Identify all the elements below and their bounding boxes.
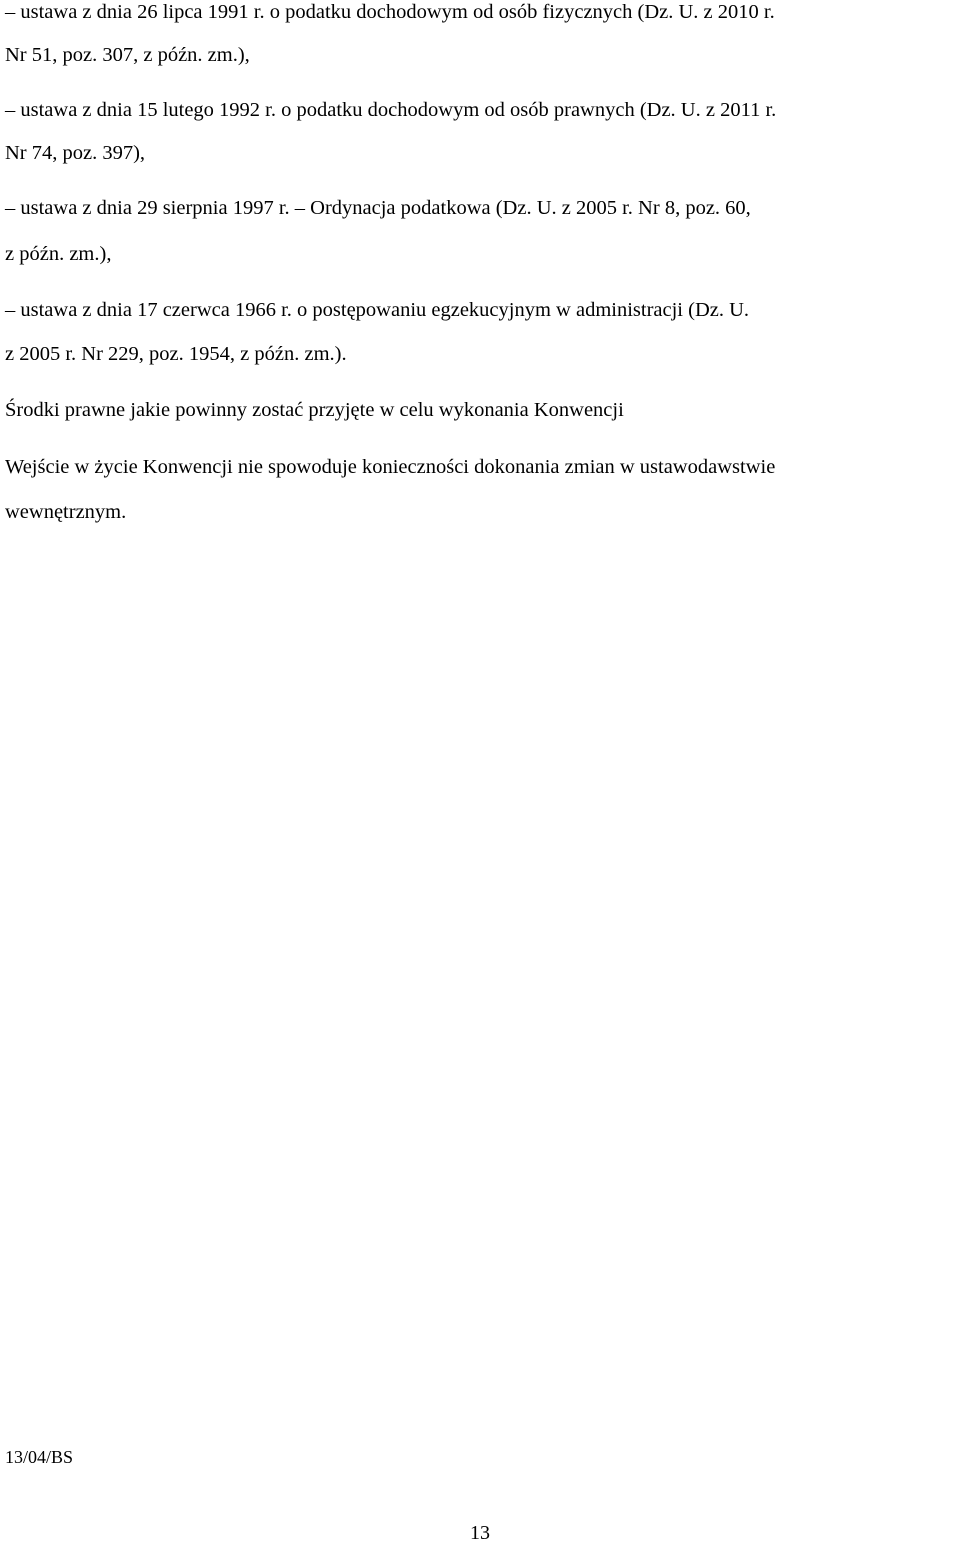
page-number: 13 (470, 1522, 490, 1544)
list-item-3-line-1: – ustawa z dnia 29 sierpnia 1997 r. – Ordynacja podatkowa (Dz. U. z 2005 r. Nr 8, poz. 60, (5, 197, 751, 219)
list-item-4-line-2: z 2005 r. Nr 229, poz. 1954, z późn. zm.). (5, 343, 347, 365)
list-item-2-line-1: – ustawa z dnia 15 lutego 1992 r. o podatku dochodowym od osób prawnych (Dz. U. z 2011 r. (5, 99, 777, 121)
paragraph-line-1: Wejście w życie Konwencji nie spowoduje konieczności dokonania zmian w ustawodawstwie (5, 456, 776, 478)
list-item-3-line-2: z późn. zm.), (5, 243, 112, 265)
list-item-1-line-1: – ustawa z dnia 26 lipca 1991 r. o podatku dochodowym od osób fizycznych (Dz. U. z 2010 r. (5, 1, 775, 23)
document-code: 13/04/BS (5, 1447, 74, 1467)
section-heading: Środki prawne jakie powinny zostać przyjęte w celu wykonania Konwencji (5, 399, 624, 421)
list-item-1-line-2: Nr 51, poz. 307, z późn. zm.), (5, 44, 250, 66)
list-item-2-line-2: Nr 74, poz. 397), (5, 142, 146, 164)
list-item-4-line-1: – ustawa z dnia 17 czerwca 1966 r. o postępowaniu egzekucyjnym w administracji (Dz. U. (5, 299, 750, 321)
paragraph-line-2: wewnętrznym. (5, 501, 127, 523)
